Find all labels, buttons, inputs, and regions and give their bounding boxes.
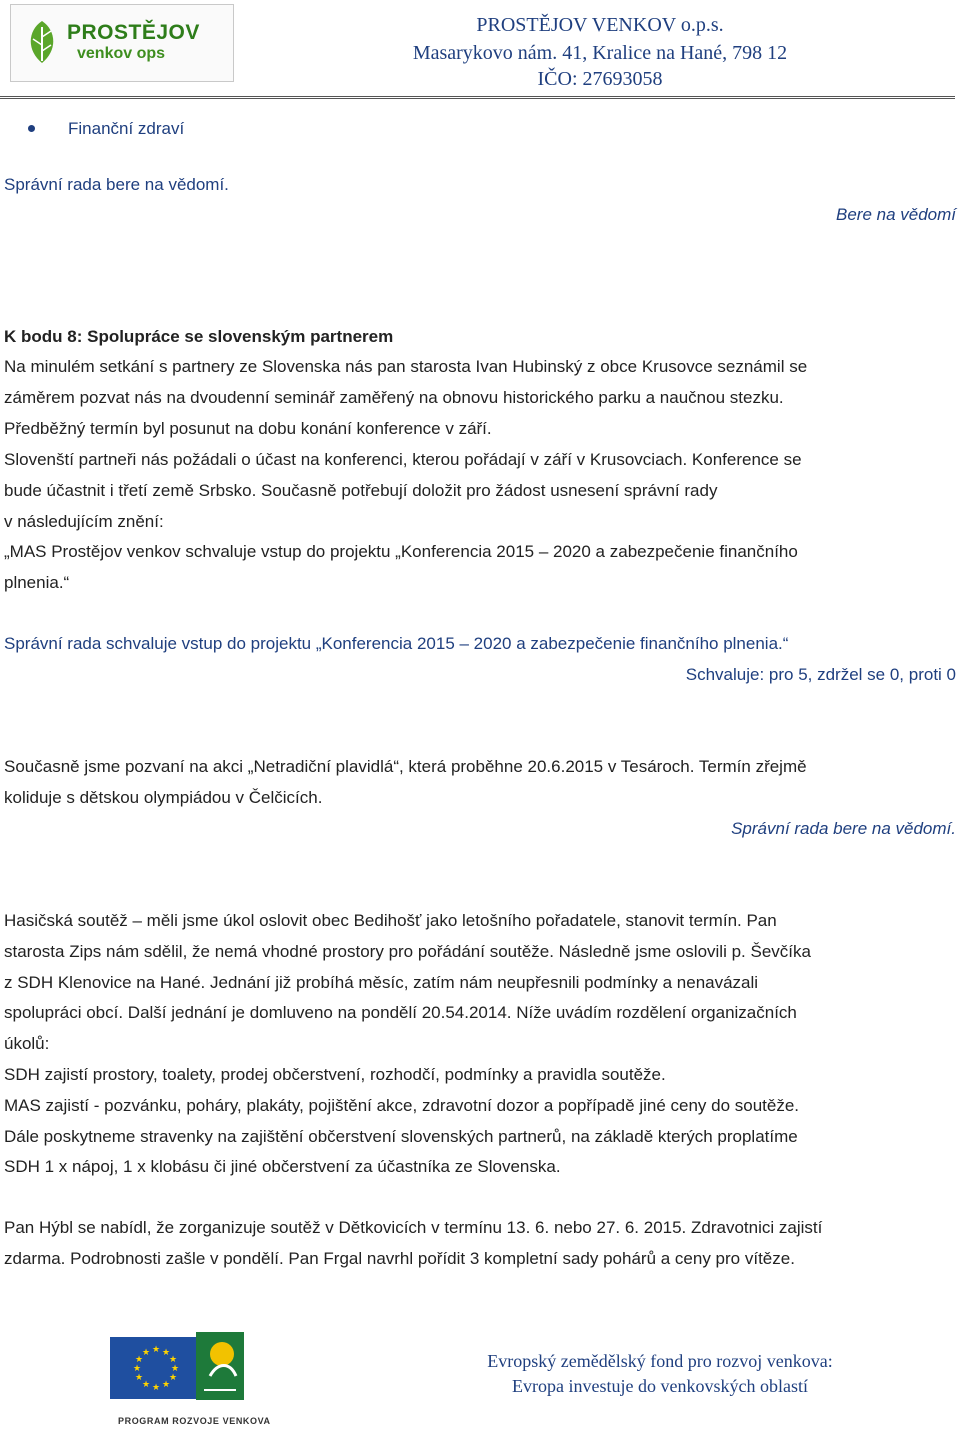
eu-flag-icon [110,1337,202,1399]
paragraph-line: Na minulém setkání s partnery ze Slovenska nás pan starosta Ivan Hubinský z obce Krusovce seznámil se [4,357,808,376]
logo-leaf-icon [23,17,61,67]
section-title: K bodu 8: Spolupráce se slovenským partnerem [4,327,394,346]
paragraph-line: v následujícím znění: [4,512,164,531]
paragraph-line: koliduje s dětskou olympiádou v Čelčicích. [4,788,323,807]
leader-emblem-icon [196,1332,244,1400]
svg-text:★: ★ [168,1373,178,1383]
paragraph-line: Hasičská soutěž – měli jsme úkol oslovit obec Bedihošť jako letošního pořadatele, stanovit termín. Pan [4,911,777,930]
vote-result: Schvaluje: pro 5, zdržel se 0, proti 0 [685,665,956,684]
paragraph-line: záměrem pozvat nás na dvoudenní seminář zaměřený na obnovu historického parku a naučnou stezku. [4,388,784,407]
svg-text:★: ★ [151,1345,161,1355]
board-note-right: Bere na vědomí [835,205,956,224]
svg-text:★: ★ [168,1355,178,1365]
footer-line: Evropský zemědělský fond pro rozvoj venkova: [487,1351,833,1371]
leader-logo-icon [196,1332,244,1400]
quote-line: plnenia.“ [4,573,70,592]
organization-logo [10,4,234,82]
paragraph-line: úkolů: [4,1034,50,1053]
paragraph-line: Pan Hýbl se nabídl, že zorganizuje soutěž v Dětkovicích v termínu 13. 6. nebo 27. 6. 2015. Zdravotnici zajistí [4,1218,823,1237]
svg-text:★: ★ [170,1364,180,1374]
logo-subtitle: venkov ops [77,45,166,62]
svg-text:★: ★ [161,1348,171,1358]
bullet-dot-icon [28,125,35,132]
board-resolution: Správní rada schvaluje vstup do projektu „Konferencia 2015 – 2020 a zabezpečenie finančního plnenia.“ [4,634,789,653]
paragraph-line: starosta Zips nám sdělil, že nemá vhodné prostory pro pořádání soutěže. Následně jsme oslovili p. Ševčíka [4,942,811,961]
paragraph-line: SDH 1 x nápoj, 1 x klobásu či jiné občerstvení za účastníka ze Slovenska. [4,1157,561,1176]
org-ico: IČO: 27693058 [537,68,663,90]
paragraph-line: z SDH Klenovice na Hané. Jednání již probíhá měsíc, zatím nám neupřesnili podmínky a nenavázali [4,973,759,992]
paragraph-line: MAS zajistí - pozvánku, poháry, plakáty, pojištění akce, zdravotní dozor a popřípadě jiné ceny do soutěže. [4,1096,800,1115]
board-note-right: Správní rada bere na vědomí. [731,819,956,838]
svg-text:★: ★ [141,1380,151,1390]
svg-text:★: ★ [141,1348,151,1358]
paragraph-line: bude účastnit i třetí země Srbsko. Současně potřebují doložit pro žádost usnesení správní rady [4,481,718,500]
quote-line: „MAS Prostějov venkov schvaluje vstup do projektu „Konferencia 2015 – 2020 a zabezpečenie finančního [4,542,798,561]
svg-text:★: ★ [134,1355,144,1365]
org-name: PROSTĚJOV VENKOV o.p.s. [476,14,724,36]
header-divider [0,96,955,99]
paragraph-line: Předběžný termín byl posunut na dobu konání konference v září. [4,419,492,438]
svg-text:★: ★ [132,1364,142,1374]
svg-text:★: ★ [161,1380,171,1390]
bullet-item: Finanční zdraví [68,119,185,138]
paragraph-line: zdarma. Podrobnosti zašle v pondělí. Pan Frgal navrhl pořídit 3 kompletní sady pohárů a ceny pro vítěze. [4,1249,795,1268]
footer-line: Evropa investuje do venkovských oblastí [512,1376,808,1396]
logo-title: PROSTĚJOV [67,21,200,44]
svg-text:★: ★ [151,1383,161,1393]
paragraph-line: Současně jsme pozvaní na akci „Netradiční plavidlá“, která proběhne 20.6.2015 v Tesároch. Termín zřejmě [4,757,807,776]
paragraph-line: Dále poskytneme stravenky na zajištění občerstvení slovenských partnerů, na základě kterých proplatíme [4,1127,798,1146]
board-note: Správní rada bere na vědomí. [4,175,229,194]
paragraph-line: SDH zajistí prostory, toalety, prodej občerstvení, rozhodčí, podmínky a pravidla soutěže. [4,1065,666,1084]
svg-text:★: ★ [134,1373,144,1383]
paragraph-line: spolupráci obcí. Další jednání je domluveno na pondělí 20.54.2014. Níže uvádím rozdělení organizačních [4,1003,797,1022]
org-address: Masarykovo nám. 41, Kralice na Hané, 798 12 [412,42,788,64]
paragraph-line: Slovenští partneři nás požádali o účast na konferenci, kterou pořádají v září v Krusovciach. Konference se [4,450,802,469]
eu-stars-icon [110,1337,202,1399]
program-label: PROGRAM ROZVOJE VENKOVA [118,1416,271,1426]
